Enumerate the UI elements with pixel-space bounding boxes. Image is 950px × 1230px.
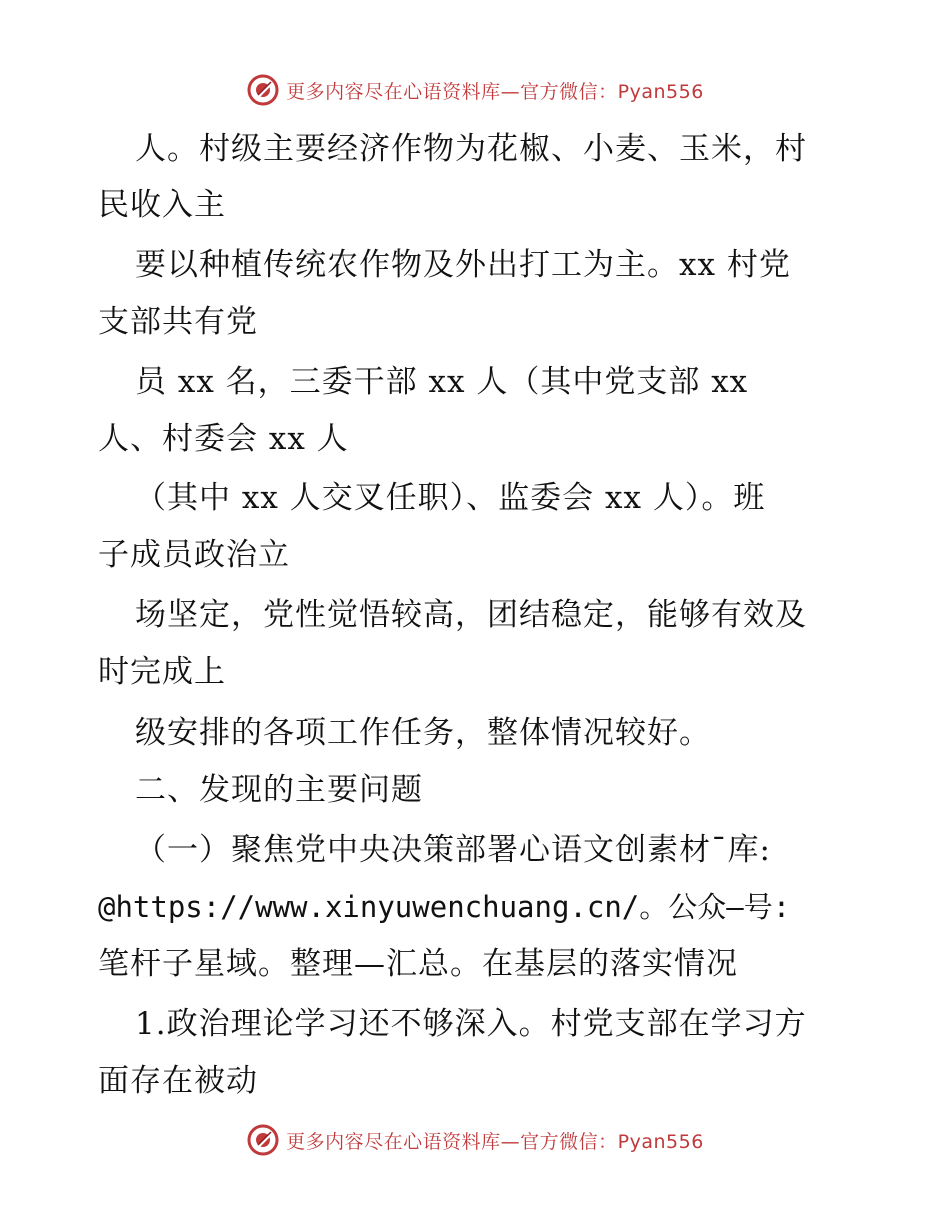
text-line: 时完成上 bbox=[98, 654, 226, 690]
text-line: （其中 xx 人交叉任职）、监委会 xx 人）。班 bbox=[135, 480, 766, 516]
pen-logo-icon bbox=[246, 1123, 280, 1157]
subsection-heading: （一）聚焦党中央决策部署心语文创素材¯库: bbox=[135, 832, 771, 868]
text-line: 级安排的各项工作任务，整体情况较好。 bbox=[135, 715, 711, 751]
text-line: 民收入主 bbox=[98, 187, 226, 223]
text-line: 员 xx 名，三委干部 xx 人（其中党支部 xx bbox=[135, 364, 749, 400]
text-line: 人、村委会 xx 人 bbox=[98, 421, 349, 457]
text-line-url: @https://www.xinyuwenchuang.cn/。公众—号: bbox=[98, 890, 791, 924]
text-line: 场坚定，党性觉悟较高，团结稳定，能够有效及 bbox=[135, 597, 807, 633]
section-heading: 二、发现的主要问题 bbox=[135, 772, 423, 808]
header-watermark-text: 更多内容尽在心语资料库—官方微信：Pyan556 bbox=[286, 80, 704, 103]
text-line: 要以种植传统农作物及外出打工为主。xx 村党 bbox=[135, 247, 791, 283]
text-line: 支部共有党 bbox=[98, 304, 258, 340]
list-item-heading: 1.政治理论学习还不够深入。村党支部在学习方 bbox=[135, 1006, 807, 1042]
text-line: 子成员政治立 bbox=[98, 537, 290, 573]
text-line: 人。村级主要经济作物为花椒、小麦、玉米，村 bbox=[135, 131, 807, 167]
text-line: 面存在被动 bbox=[98, 1063, 258, 1099]
footer-watermark-text: 更多内容尽在心语资料库—官方微信：Pyan556 bbox=[286, 1130, 704, 1153]
footer-watermark bbox=[0, 1120, 950, 1160]
text-line: 笔杆子星域。整理—汇总。在基层的落实情况 bbox=[98, 946, 738, 982]
